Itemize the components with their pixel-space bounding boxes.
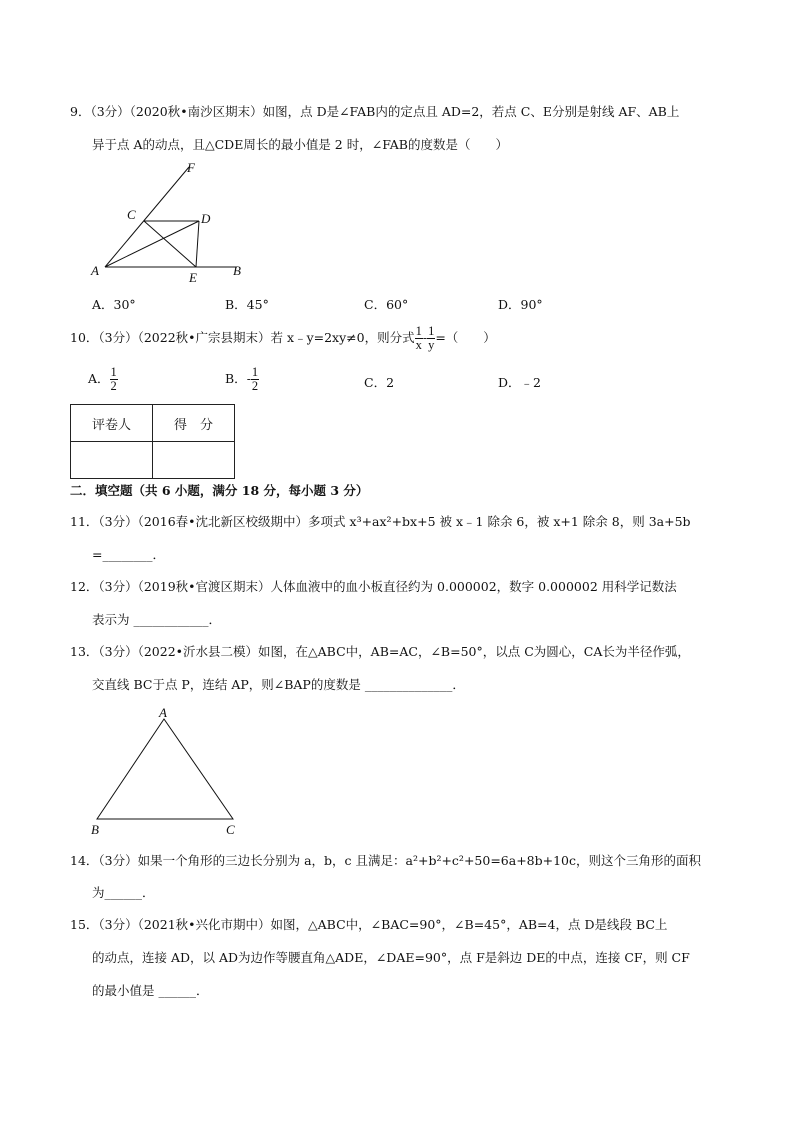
label-f: F [187,160,195,175]
label-c: C [127,207,136,222]
q9-line1: 9．（3分）（2020秋•南沙区期末）如图，点 D是∠FAB内的定点且 AD=2，若点 C、E分别是射线 AF、AB上 [70,104,680,119]
q13-line1: 13．（3分）（2022•沂水县二模）如图，在△ABC中，AB=AC，∠B=50°，以点 C为圆心，CA长为半径作弧， [70,644,690,659]
label-b: B [233,263,241,278]
q9-option-d: D．90° [498,297,543,312]
q15-line3: 的最小值是 ______． [92,983,209,998]
q10-suffix: =（ ） [435,330,496,345]
label-c: C [226,822,235,837]
q10-option-b-fraction: $\frac{1}{2}$ [251,365,259,393]
q14-line1: 14．（3分）如果一个角形的三边长分别为 a，b，c 且满足：a²+b²+c²+50=6a+8b+10c，则这个三角形的面积 [70,853,702,868]
q13-line2: 交直线 BC于点 P，连结 AP，则∠BAP的度数是 ______________． [92,677,465,692]
q10-prefix: 10．（3分）（2022秋•广宗县期末）若 x﹣y=2xy≠0，则分式 [70,330,415,345]
q15-line2: 的动点，连接 AD，以 AD为边作等腰直角△ADE，∠DAE=90°，点 F是斜边 DE的中点，连接 CF，则 CF [92,950,690,965]
q10-line [70,325,496,352]
q9-option-a: A．30° [92,297,136,312]
q12-line1: 12．（3分）（2019秋•官渡区期末）人体血液中的血小板直径约为 0.000002，数字 0.000002 用科学记数法 [70,579,677,594]
q9-figure [85,160,260,288]
q10-option-a: A． $\frac{1}{2}$ [88,365,117,393]
q13-figure [85,703,250,838]
score-table [70,404,235,479]
q11-line2: =________． [92,547,165,562]
label-e: E [189,270,197,285]
label-b: B [91,822,99,837]
q10-fraction-1-over-y: $\frac{1}{y}$ [428,324,435,352]
q14-line2: 为______． [92,885,155,900]
score-table-grader-cell [71,442,153,479]
score-table-grader-header: 评卷人 [71,405,153,442]
q10-minus: - [422,330,428,345]
score-table-score-header: 得 分 [153,405,235,442]
q10-option-c: C．2 [364,375,395,390]
triangle-abc [97,719,233,819]
q11-line1: 11．（3分）（2016春•沈北新区校级期中）多项式 x³+ax²+bx+5 被 x﹣1 除余 6，被 x+1 除余 8，则 3a+5b [70,514,691,529]
score-table-score-cell [153,442,235,479]
label-d: D [201,211,211,226]
q10-option-a-fraction: $\frac{1}{2}$ [110,365,117,393]
label-a: A [159,705,167,720]
q10-option-b: B．- $\frac{1}{2}$ [225,365,259,393]
q15-line1: 15．（3分）（2021秋•兴化市期中）如图，△ABC中，∠BAC=90°，∠B=45°，AB=4，点 D是线段 BC上 [70,917,668,932]
q9-option-c: C．60° [364,297,409,312]
q10-fraction-1-over-x: $\frac{1}{x}$ [415,324,422,352]
q12-line2: 表示为 ____________． [92,612,221,627]
label-a: A [91,263,99,278]
q9-option-b: B．45° [225,297,269,312]
q10-option-d: D．﹣2 [498,375,541,390]
ray-af [105,167,189,267]
q9-line2: 异于点 A的动点，且△CDE周长的最小值是 2 时，∠FAB的度数是（ ） [92,137,508,152]
segment-de [196,221,199,267]
section-2-heading: 二．填空题（共 6 小题，满分 18 分，每小题 3 分） [70,483,369,498]
